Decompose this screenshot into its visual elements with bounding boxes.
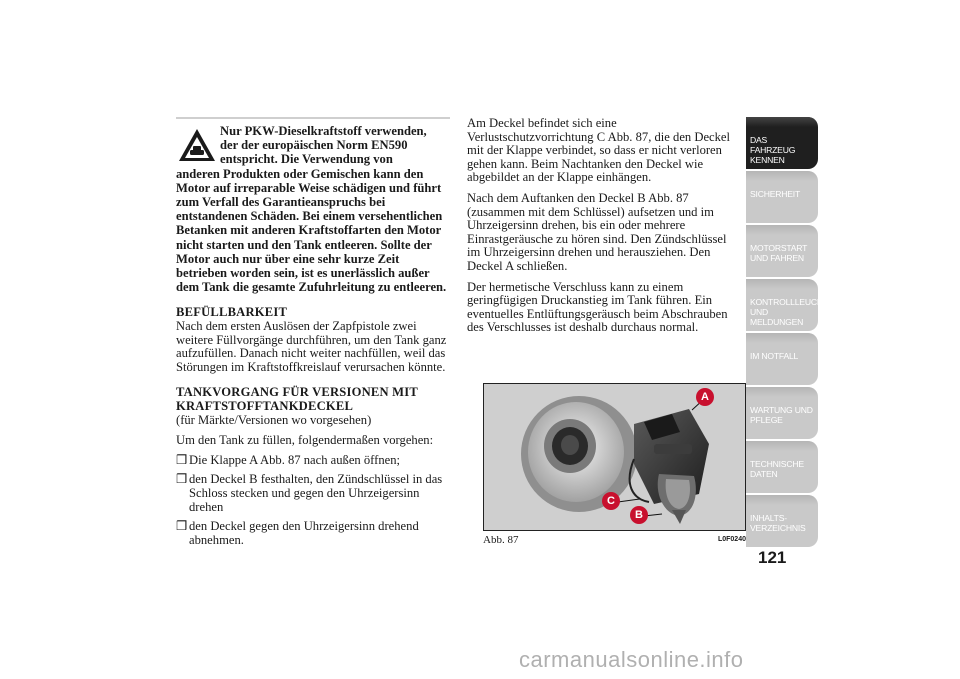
warning-lead-line: der der europäischen Norm EN590: [220, 138, 408, 153]
section-paragraph: Um den Tank zu füllen, folgendermaßen vorgehen:: [176, 433, 434, 448]
left-column: [176, 117, 450, 547]
list-item-text: den Deckel gegen den Uhrzeigersinn drehend abnehmen.: [189, 519, 419, 547]
section-paragraph: Nach dem ersten Auslösen der Zapfpistole zwei weitere Füllvorgänge durchführen, um den Tank ganz aufzufüllen. Danach nicht weiter nachfüllen, weil das Störungen im Kraftstoffkreislauf verursachen könnte.: [176, 319, 447, 374]
tab-label: KONTROLLLEUCHTEN UND MELDUNGEN: [750, 297, 840, 327]
tab-wartung-und-pflege[interactable]: [746, 387, 818, 439]
label-a-marker: [696, 388, 714, 406]
tab-label: TECHNISCHE DATEN: [750, 459, 804, 479]
label-b: B: [635, 509, 643, 521]
tab-technische-daten[interactable]: [746, 441, 818, 493]
tab-label: WARTUNG UND PFLEGE: [750, 405, 813, 425]
fuel-cap-illustration: [483, 383, 746, 531]
list-item: [176, 520, 450, 547]
figure-caption: Abb. 87: [483, 534, 519, 546]
list-item: [176, 454, 450, 468]
tab-sicherheit[interactable]: [746, 171, 818, 223]
section-heading: BEFÜLLBARKEIT: [176, 305, 288, 320]
paragraph: Nach dem Auftanken den Deckel B Abb. 87 (zusammen mit dem Schlüssel) aufsetzen und im Uhrzeigersinn drehen, bis ein oder mehrere Einrastgeräusche zu hören sind. Den Zündschlüssel im Uhrzeigersinn drehen und herausziehen. Den Deckel A schließen.: [467, 190, 727, 273]
list-item-text: Die Klappe A Abb. 87 nach außen öffnen;: [189, 452, 401, 467]
paragraph: Am Deckel befindet sich eine Verlustschutzvorrichtung C Abb. 87, die den Deckel mit der Klappe verbindet, so dass er nicht verloren gehen kann. Beim Nachtanken den Deckel wie abgebildet an der Klappe einhängen.: [467, 116, 731, 185]
list-item: [176, 473, 450, 514]
paragraph: Der hermetische Verschluss kann zu einem geringfügigen Druckanstieg im Tank führen. Ein eventuelles Entlüftungsgeräusch beim Abschrauben des Verschlusses ist deshalb durchaus normal.: [467, 279, 728, 335]
tab-im-notfall[interactable]: [746, 333, 818, 385]
tab-label: DAS FAHRZEUG KENNEN: [750, 135, 796, 165]
right-column: [467, 117, 739, 335]
figure-87: [483, 383, 746, 546]
watermark-text: carmanualsonline.info: [519, 647, 744, 672]
warning-top-rule: [176, 117, 450, 119]
label-c-marker: [602, 492, 620, 510]
section-subtitle: (für Märkte/Versionen wo vorgesehen): [176, 412, 372, 427]
checkbox-bullet-icon: ❒: [176, 452, 188, 467]
label-c: C: [607, 495, 615, 507]
warning-triangle-icon: [178, 128, 216, 162]
tab-das-fahrzeug-kennen[interactable]: [746, 117, 818, 169]
tab-kontrollleuchten[interactable]: [746, 279, 840, 331]
tab-motorstart-und-fahren[interactable]: [746, 225, 818, 277]
tab-label: IM NOTFALL: [750, 351, 799, 361]
chapter-tabs: [746, 117, 840, 549]
tab-label: INHALTS-VERZEICHNIS: [750, 513, 806, 533]
label-b-marker: [630, 506, 648, 524]
label-a: A: [701, 391, 709, 403]
list-item-text: den Deckel B festhalten, den Zündschlüssel in das Schloss stecken und gegen den Uhrzeigersinn drehen: [189, 472, 443, 514]
warning-box: [176, 124, 450, 294]
warning-lead-line: entspricht. Die Verwendung von: [220, 152, 393, 167]
tab-inhaltsverzeichnis[interactable]: [746, 495, 818, 547]
warning-lead-line: Nur PKW-Dieselkraftstoff verwenden,: [220, 124, 427, 138]
warning-text: anderen Produkten oder Gemischen kann den Motor auf irreparable Weise schädigen und führt zum Verfall des Garantieanspruchs bei entstandenen Schäden. Bei einem versehentlichen Betanken mit anderen Kraftstoffarten den Motor nicht starten und den Tank entleeren. Sollte der Motor auch nur über eine sehr kurze Zeit betrieben worden sein, ist es unerlässlich außer dem Tank die gesamte Zufuhrleitung zu entleeren.: [176, 166, 447, 295]
tab-label: MOTORSTART UND FAHREN: [750, 243, 808, 263]
section-heading: TANKVORGANG FÜR VERSIONEN MIT KRAFTSTOFFTANKDECKEL: [176, 385, 418, 413]
figure-code: L0F0240: [717, 536, 746, 543]
tab-label: SICHERHEIT: [750, 189, 801, 199]
checkbox-bullet-icon: ❒: [176, 519, 188, 534]
checkbox-bullet-icon: ❒: [176, 472, 188, 487]
page-number: 121: [758, 548, 787, 567]
